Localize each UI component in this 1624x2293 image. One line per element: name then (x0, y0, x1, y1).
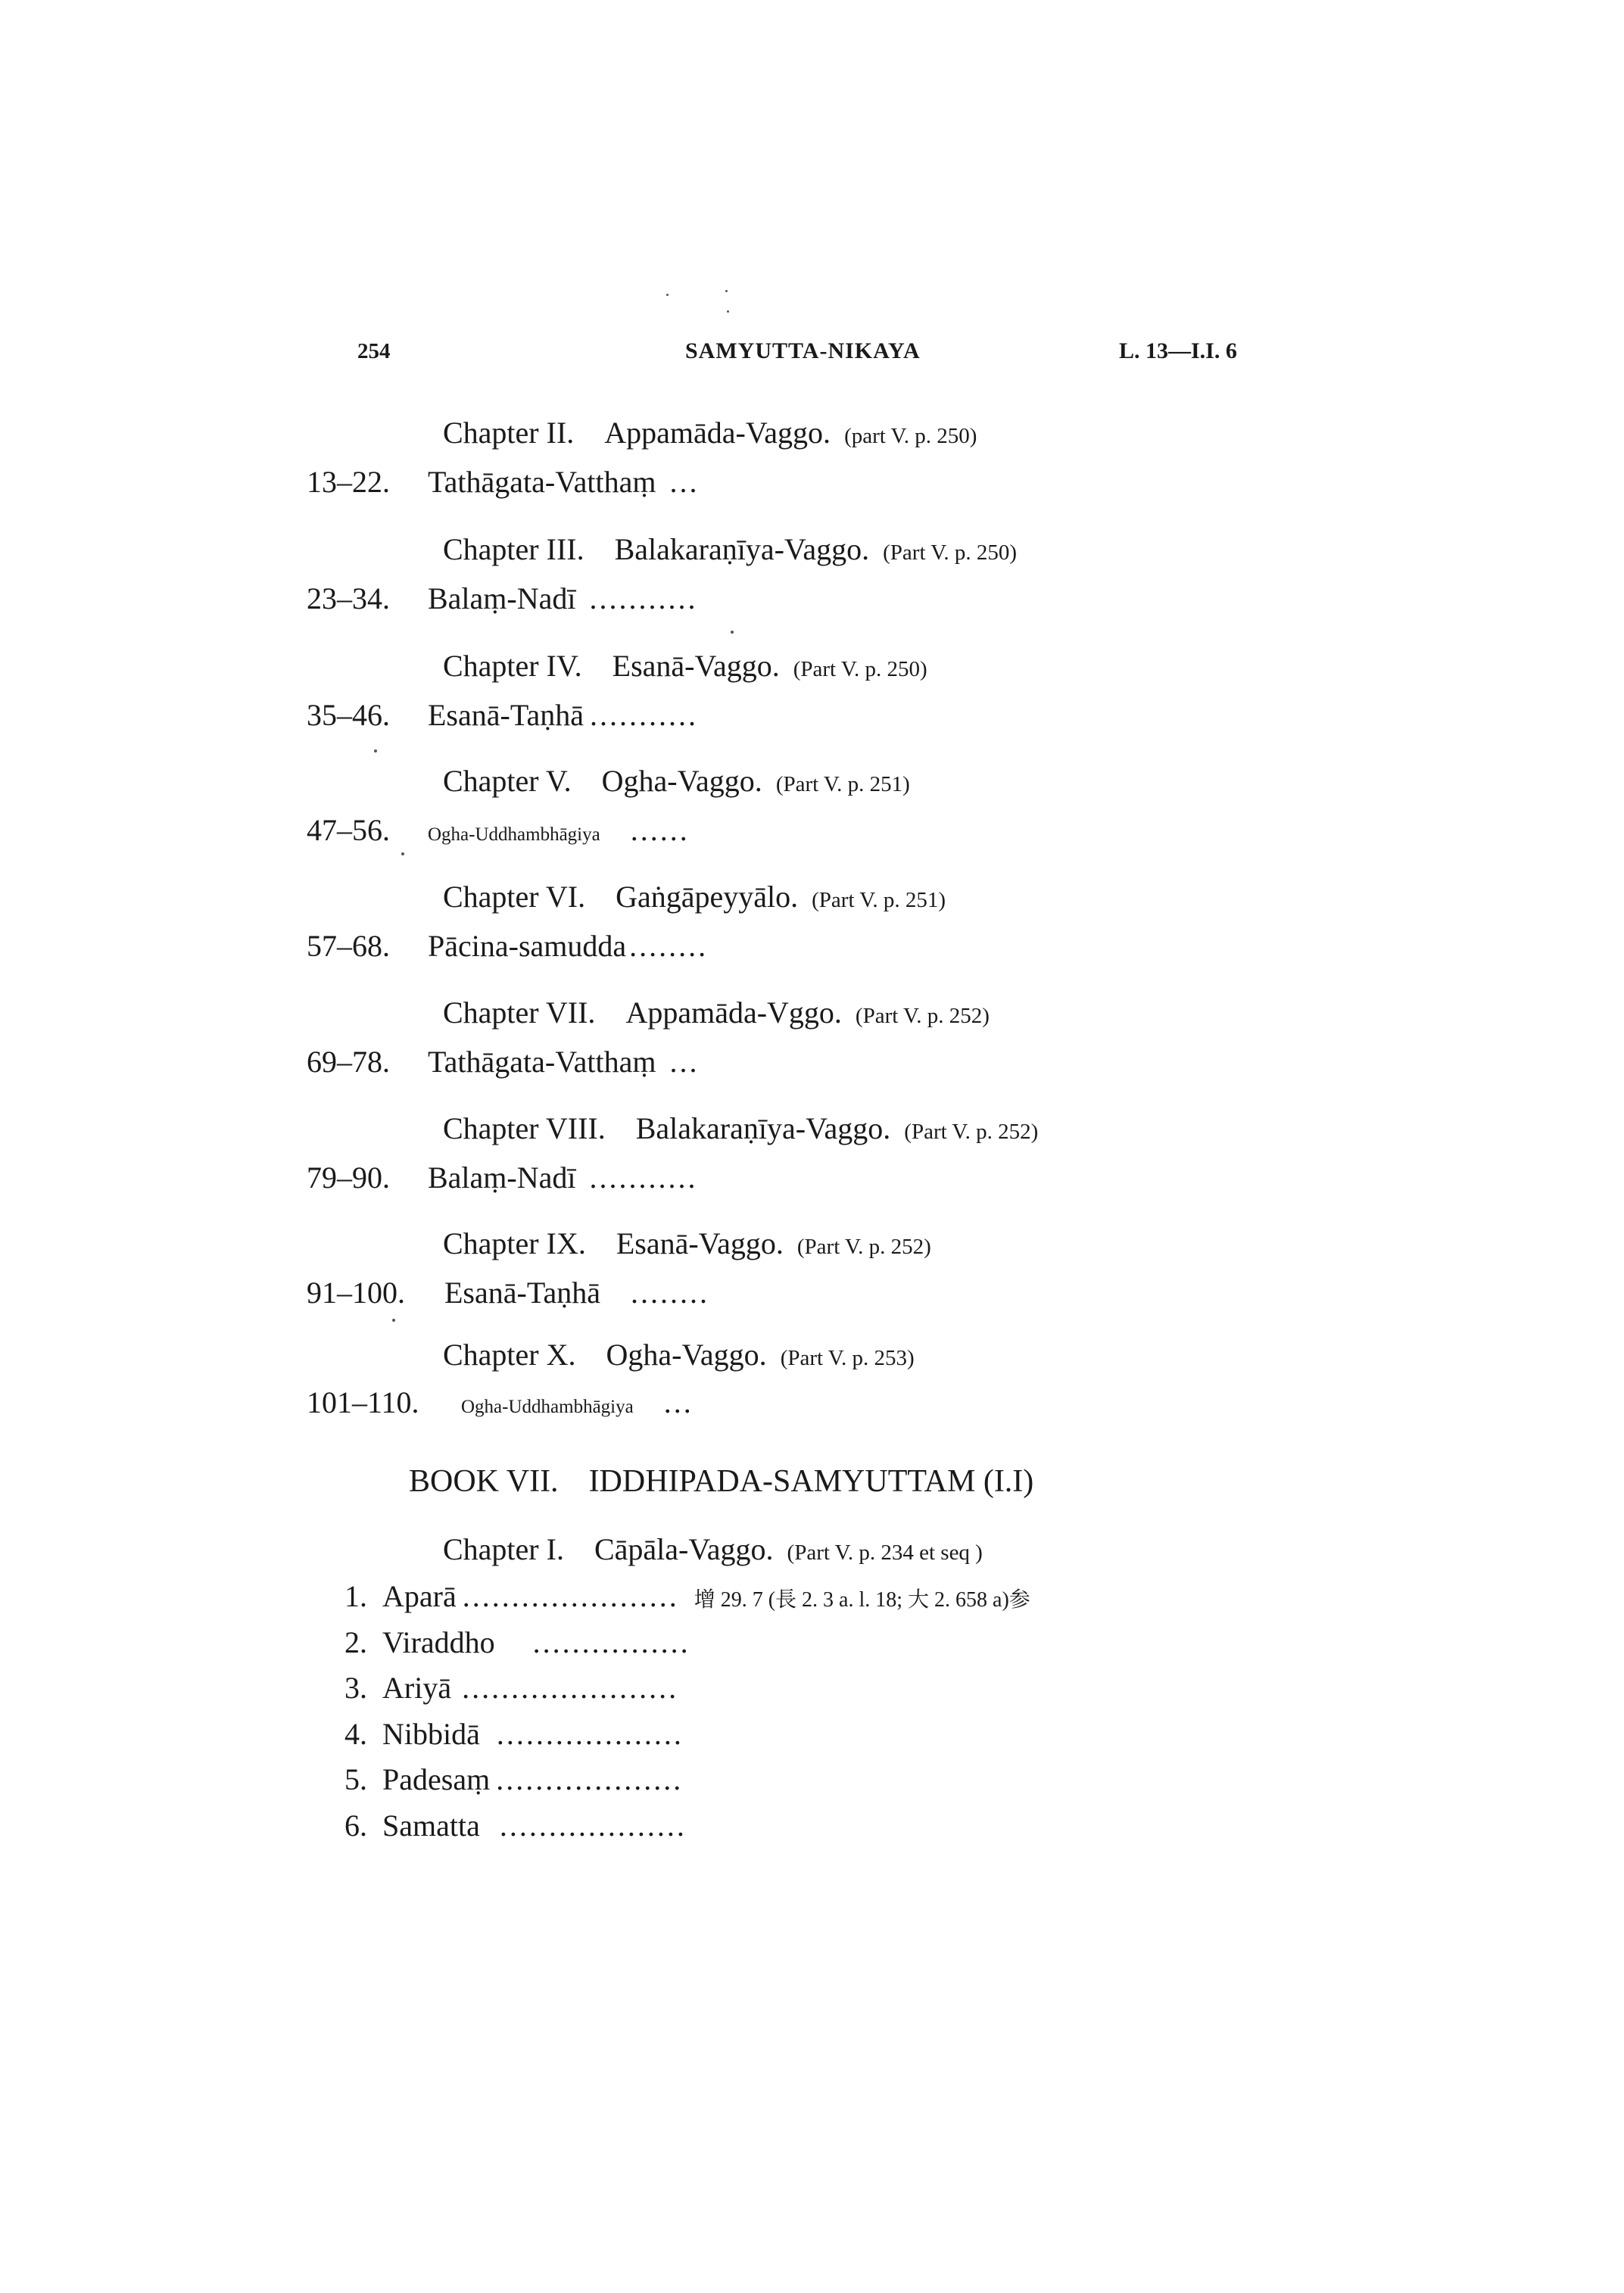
entry-number: 69–78. (307, 1045, 390, 1079)
chapter-title: Appamāda-Vaggo. (604, 416, 831, 450)
chapter-reference: (Part V. p. 252) (904, 1120, 1039, 1144)
chapter-entry (307, 931, 708, 961)
book-label: BOOK VII. (409, 1464, 559, 1499)
list-item (322, 1719, 684, 1749)
chapter-label: Chapter V. (443, 764, 572, 798)
scan-speck (725, 290, 728, 292)
entry-dots: ........ (630, 1276, 709, 1310)
entry-title: Tathāgata-Vatthaṃ (428, 465, 656, 499)
chapter-heading (443, 1226, 931, 1260)
entry-title: Ogha-Uddhambhāgiya (461, 1397, 634, 1417)
chapter-title: Esanā-Vaggo. (616, 1226, 784, 1260)
item-title: Padesaṃ (382, 1762, 491, 1796)
chapter-reference: (Part V. p. 253) (780, 1346, 915, 1370)
entry-number: 57–68. (307, 929, 390, 963)
chapter-label: Chapter X. (443, 1338, 576, 1372)
chapter-reference: (Part V. p. 251) (812, 888, 946, 912)
chapter-label: Chapter I. (443, 1532, 564, 1566)
chapter-entry (307, 1047, 700, 1077)
chapter-reference: (Part V. p. 250) (883, 541, 1018, 565)
item-note: 增 29. 7 (長 2. 3 a. l. 18; 大 2. 658 a)参 (694, 1588, 1030, 1612)
item-title: Ariyā (382, 1671, 452, 1705)
scan-speck (392, 1319, 395, 1322)
chapter-reference: (Part V. p. 234 et seq ) (787, 1541, 983, 1565)
chapter-entry (307, 467, 700, 497)
entry-number: 91–100. (307, 1276, 405, 1310)
item-dots: ................... (499, 1809, 687, 1843)
entry-title: Tathāgata-Vatthaṃ (428, 1045, 656, 1079)
chapter-title: Appamāda-Vggo. (625, 995, 842, 1030)
chapter-entry (307, 1278, 709, 1308)
chapter-heading (443, 1534, 983, 1565)
chapter-heading (443, 882, 946, 912)
scan-speck (374, 749, 377, 752)
item-number: 6. (344, 1809, 367, 1843)
entry-dots: ........ (629, 929, 709, 963)
chapter-title: Cāpāla-Vaggo. (594, 1532, 774, 1566)
entry-number: 47–56. (307, 813, 390, 847)
entry-title: Ogha-Uddhambhāgiya (428, 824, 600, 845)
chapter-entry (307, 1385, 694, 1419)
chapter-heading (443, 1111, 1039, 1145)
entry-number: 101–110. (307, 1385, 419, 1419)
entry-dots: ...... (630, 813, 690, 847)
chapter-title: Ogha-Vaggo. (606, 1338, 767, 1372)
list-item (322, 1762, 684, 1796)
entry-number: 23–34. (307, 581, 390, 615)
entry-title: Esanā-Taṇhā (428, 698, 584, 732)
entry-dots: ... (663, 1385, 694, 1419)
entry-dots: ........... (589, 581, 698, 615)
chapter-reference: (part V. p. 250) (844, 424, 977, 448)
item-number: 5. (344, 1762, 367, 1796)
item-title: Aparā (382, 1579, 457, 1613)
chapter-heading (443, 651, 927, 681)
entry-title: Balaṃ-Nadī (428, 581, 576, 615)
scan-speck (666, 294, 669, 296)
entry-title: Balaṃ-Nadī (428, 1161, 576, 1195)
scan-speck (727, 310, 729, 313)
entry-dots: ... (669, 1045, 700, 1079)
running-reference: L. 13—I.I. 6 (1119, 338, 1237, 363)
item-number: 2. (344, 1625, 367, 1659)
item-title: Samatta (382, 1809, 480, 1843)
chapter-entry (307, 700, 698, 731)
page-number: 254 (357, 339, 391, 363)
item-title: Viraddho (382, 1625, 495, 1659)
list-item (322, 1625, 690, 1659)
item-dots: ................... (496, 1762, 684, 1796)
chapter-label: Chapter VI. (443, 880, 586, 914)
chapter-title: Gaṅgāpeyyālo. (616, 880, 799, 914)
running-title: SAMYUTTA-NIKAYA (685, 338, 921, 363)
book-heading (409, 1463, 1033, 1500)
chapter-heading (443, 418, 977, 448)
item-number: 3. (344, 1671, 367, 1705)
chapter-reference: (Part V. p. 250) (793, 657, 927, 681)
entry-number: 79–90. (307, 1161, 390, 1195)
chapter-label: Chapter IX. (443, 1226, 586, 1260)
chapter-heading (443, 1340, 915, 1370)
list-item (322, 1581, 1030, 1612)
entry-number: 35–46. (307, 698, 390, 732)
scan-speck (401, 852, 404, 855)
chapter-entry (307, 1163, 698, 1193)
entry-number: 13–22. (307, 465, 390, 499)
chapter-reference: (Part V. p. 251) (775, 772, 910, 796)
chapter-reference: (Part V. p. 252) (796, 1235, 931, 1259)
chapter-label: Chapter VII. (443, 995, 596, 1030)
entry-title: Pācina-samudda (428, 929, 627, 963)
chapter-entry (307, 581, 698, 615)
chapter-title: Balakaraṇīya-Vaggo. (614, 532, 870, 566)
chapter-title: Ogha-Vaggo. (601, 764, 762, 798)
chapter-label: Chapter IV. (443, 649, 582, 683)
item-number: 1. (344, 1579, 367, 1613)
chapter-label: Chapter II. (443, 416, 575, 450)
chapter-heading (443, 534, 1017, 565)
chapter-reference: (Part V. p. 252) (855, 1004, 990, 1028)
item-dots: ...................... (462, 1579, 679, 1613)
chapter-title: Balakaraṇīya-Vaggo. (635, 1111, 891, 1145)
list-item (322, 1811, 687, 1841)
item-dots: ................ (532, 1625, 690, 1659)
entry-dots: ... (669, 465, 700, 499)
item-title: Nibbidā (382, 1717, 480, 1751)
chapter-label: Chapter III. (443, 532, 584, 566)
list-item (322, 1673, 678, 1703)
item-number: 4. (344, 1717, 367, 1751)
chapter-label: Chapter VIII. (443, 1111, 606, 1145)
entry-dots: ........... (589, 698, 698, 732)
entry-title: Esanā-Taṇhā (444, 1276, 600, 1310)
chapter-heading (443, 766, 910, 796)
entry-dots: ........... (589, 1161, 698, 1195)
chapter-entry (307, 815, 690, 846)
item-dots: ................... (496, 1717, 684, 1751)
item-dots: ...................... (462, 1671, 679, 1705)
book-title: IDDHIPADA-SAMYUTTAM (I.I) (588, 1464, 1034, 1499)
scan-speck (731, 631, 734, 634)
chapter-title: Esanā-Vaggo. (612, 649, 780, 683)
chapter-heading (443, 995, 990, 1030)
